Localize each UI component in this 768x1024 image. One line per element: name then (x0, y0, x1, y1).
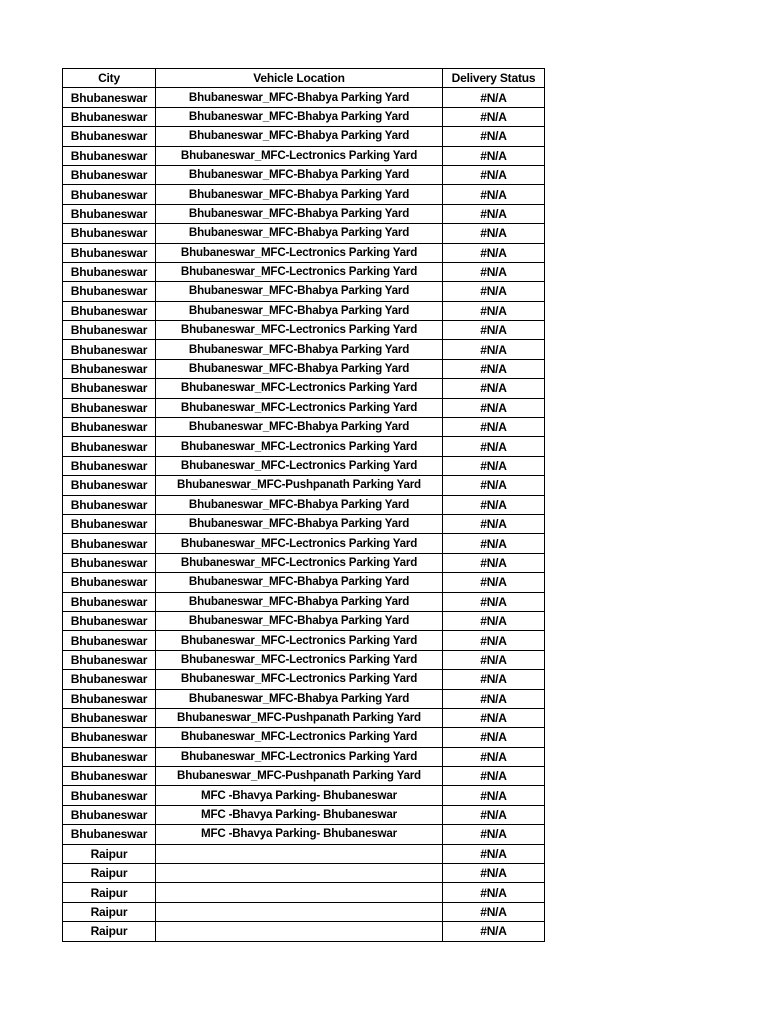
cell-vehicle-location[interactable] (156, 864, 443, 883)
cell-delivery-status[interactable]: #N/A (443, 107, 545, 126)
cell-delivery-status[interactable]: #N/A (443, 243, 545, 262)
cell-city[interactable]: Bhubaneswar (63, 204, 156, 223)
header-row (63, 69, 545, 88)
table-row (63, 398, 545, 417)
cell-delivery-status[interactable]: #N/A (443, 476, 545, 495)
cell-delivery-status[interactable]: #N/A (443, 340, 545, 359)
table-row (63, 514, 545, 533)
cell-vehicle-location[interactable]: Bhubaneswar_MFC-Bhabya Parking Yard (156, 224, 443, 243)
cell-vehicle-location[interactable]: Bhubaneswar_MFC-Bhabya Parking Yard (156, 88, 443, 107)
cell-delivery-status[interactable]: #N/A (443, 514, 545, 533)
cell-vehicle-location[interactable]: Bhubaneswar_MFC-Bhabya Parking Yard (156, 107, 443, 126)
cell-city[interactable]: Bhubaneswar (63, 573, 156, 592)
table-row (63, 340, 545, 359)
cell-vehicle-location[interactable]: Bhubaneswar_MFC-Bhabya Parking Yard (156, 204, 443, 223)
cell-city[interactable]: Bhubaneswar (63, 224, 156, 243)
cell-vehicle-location[interactable]: Bhubaneswar_MFC-Bhabya Parking Yard (156, 573, 443, 592)
cell-delivery-status[interactable]: #N/A (443, 321, 545, 340)
table-row (63, 592, 545, 611)
cell-vehicle-location[interactable] (156, 922, 443, 941)
cell-delivery-status[interactable]: #N/A (443, 573, 545, 592)
cell-vehicle-location[interactable]: Bhubaneswar_MFC-Bhabya Parking Yard (156, 301, 443, 320)
cell-vehicle-location[interactable]: Bhubaneswar_MFC-Lectronics Parking Yard (156, 379, 443, 398)
table-row (63, 689, 545, 708)
cell-city[interactable]: Raipur (63, 922, 156, 941)
table-row (63, 127, 545, 146)
cell-vehicle-location[interactable]: Bhubaneswar_MFC-Bhabya Parking Yard (156, 282, 443, 301)
cell-delivery-status[interactable]: #N/A (443, 359, 545, 378)
cell-city[interactable]: Bhubaneswar (63, 534, 156, 553)
cell-vehicle-location[interactable]: Bhubaneswar_MFC-Lectronics Parking Yard (156, 321, 443, 340)
cell-vehicle-location[interactable]: Bhubaneswar_MFC-Bhabya Parking Yard (156, 592, 443, 611)
cell-city[interactable]: Bhubaneswar (63, 747, 156, 766)
table-row (63, 224, 545, 243)
cell-vehicle-location[interactable]: Bhubaneswar_MFC-Bhabya Parking Yard (156, 185, 443, 204)
cell-delivery-status[interactable]: #N/A (443, 146, 545, 165)
table-row (63, 805, 545, 824)
cell-vehicle-location[interactable]: Bhubaneswar_MFC-Lectronics Parking Yard (156, 631, 443, 650)
cell-city[interactable]: Bhubaneswar (63, 553, 156, 572)
cell-city[interactable]: Bhubaneswar (63, 262, 156, 281)
cell-city[interactable]: Bhubaneswar (63, 418, 156, 437)
table-row (63, 864, 545, 883)
cell-delivery-status[interactable]: #N/A (443, 825, 545, 844)
cell-city[interactable]: Bhubaneswar (63, 786, 156, 805)
cell-delivery-status[interactable]: #N/A (443, 553, 545, 572)
cell-city[interactable]: Bhubaneswar (63, 476, 156, 495)
table-row (63, 573, 545, 592)
cell-delivery-status[interactable]: #N/A (443, 495, 545, 514)
cell-city[interactable]: Bhubaneswar (63, 398, 156, 417)
cell-city[interactable]: Bhubaneswar (63, 88, 156, 107)
cell-delivery-status[interactable]: #N/A (443, 650, 545, 669)
table-row (63, 107, 545, 126)
table-row (63, 825, 545, 844)
cell-vehicle-location[interactable]: Bhubaneswar_MFC-Lectronics Parking Yard (156, 262, 443, 281)
cell-vehicle-location[interactable]: Bhubaneswar_MFC-Pushpanath Parking Yard (156, 767, 443, 786)
cell-city[interactable]: Bhubaneswar (63, 379, 156, 398)
delivery-table (62, 68, 545, 942)
header-vehicle-location[interactable]: Vehicle Location (156, 69, 443, 88)
cell-city[interactable]: Bhubaneswar (63, 611, 156, 630)
table-row (63, 243, 545, 262)
cell-vehicle-location[interactable]: Bhubaneswar_MFC-Pushpanath Parking Yard (156, 476, 443, 495)
cell-delivery-status[interactable]: #N/A (443, 262, 545, 281)
cell-city[interactable]: Bhubaneswar (63, 670, 156, 689)
table-row (63, 437, 545, 456)
cell-delivery-status[interactable]: #N/A (443, 127, 545, 146)
table-row (63, 321, 545, 340)
cell-city[interactable]: Bhubaneswar (63, 767, 156, 786)
cell-delivery-status[interactable]: #N/A (443, 398, 545, 417)
cell-city[interactable]: Bhubaneswar (63, 456, 156, 475)
table-row (63, 185, 545, 204)
cell-city[interactable]: Bhubaneswar (63, 340, 156, 359)
cell-delivery-status[interactable]: #N/A (443, 670, 545, 689)
cell-vehicle-location[interactable]: Bhubaneswar_MFC-Lectronics Parking Yard (156, 456, 443, 475)
table-row (63, 165, 545, 184)
cell-delivery-status[interactable]: #N/A (443, 301, 545, 320)
cell-city[interactable]: Bhubaneswar (63, 650, 156, 669)
cell-city[interactable]: Bhubaneswar (63, 359, 156, 378)
cell-vehicle-location[interactable]: Bhubaneswar_MFC-Bhabya Parking Yard (156, 127, 443, 146)
cell-vehicle-location[interactable] (156, 883, 443, 902)
cell-city[interactable]: Bhubaneswar (63, 825, 156, 844)
table-row (63, 456, 545, 475)
cell-vehicle-location[interactable]: Bhubaneswar_MFC-Bhabya Parking Yard (156, 359, 443, 378)
cell-delivery-status[interactable]: #N/A (443, 592, 545, 611)
cell-vehicle-location[interactable]: Bhubaneswar_MFC-Bhabya Parking Yard (156, 165, 443, 184)
cell-city[interactable]: Bhubaneswar (63, 301, 156, 320)
cell-delivery-status[interactable]: #N/A (443, 747, 545, 766)
cell-delivery-status[interactable]: #N/A (443, 767, 545, 786)
cell-vehicle-location[interactable]: Bhubaneswar_MFC-Lectronics Parking Yard (156, 747, 443, 766)
table-row (63, 359, 545, 378)
cell-vehicle-location[interactable]: MFC -Bhavya Parking- Bhubaneswar (156, 805, 443, 824)
cell-vehicle-location[interactable] (156, 902, 443, 921)
cell-vehicle-location[interactable]: Bhubaneswar_MFC-Lectronics Parking Yard (156, 146, 443, 165)
cell-vehicle-location[interactable]: Bhubaneswar_MFC-Lectronics Parking Yard (156, 243, 443, 262)
cell-delivery-status[interactable]: #N/A (443, 689, 545, 708)
cell-city[interactable]: Raipur (63, 883, 156, 902)
cell-delivery-status[interactable]: #N/A (443, 805, 545, 824)
table-row (63, 786, 545, 805)
table-row (63, 670, 545, 689)
table-row (63, 301, 545, 320)
cell-delivery-status[interactable]: #N/A (443, 844, 545, 863)
table-body (63, 88, 545, 941)
cell-city[interactable]: Bhubaneswar (63, 243, 156, 262)
cell-city[interactable]: Bhubaneswar (63, 805, 156, 824)
table-row (63, 495, 545, 514)
cell-delivery-status[interactable]: #N/A (443, 631, 545, 650)
cell-vehicle-location[interactable]: Bhubaneswar_MFC-Bhabya Parking Yard (156, 514, 443, 533)
cell-vehicle-location[interactable]: Bhubaneswar_MFC-Bhabya Parking Yard (156, 340, 443, 359)
cell-city[interactable]: Raipur (63, 844, 156, 863)
cell-city[interactable]: Bhubaneswar (63, 689, 156, 708)
cell-city[interactable]: Bhubaneswar (63, 592, 156, 611)
cell-delivery-status[interactable]: #N/A (443, 437, 545, 456)
cell-delivery-status[interactable]: #N/A (443, 185, 545, 204)
cell-vehicle-location[interactable]: Bhubaneswar_MFC-Bhabya Parking Yard (156, 611, 443, 630)
table-row (63, 379, 545, 398)
cell-delivery-status[interactable]: #N/A (443, 883, 545, 902)
cell-city[interactable]: Bhubaneswar (63, 514, 156, 533)
cell-delivery-status[interactable]: #N/A (443, 204, 545, 223)
table-row (63, 747, 545, 766)
cell-city[interactable]: Bhubaneswar (63, 321, 156, 340)
table-row (63, 611, 545, 630)
cell-vehicle-location[interactable]: MFC -Bhavya Parking- Bhubaneswar (156, 825, 443, 844)
cell-delivery-status[interactable]: #N/A (443, 786, 545, 805)
cell-delivery-status[interactable]: #N/A (443, 611, 545, 630)
table-row (63, 767, 545, 786)
cell-delivery-status[interactable]: #N/A (443, 456, 545, 475)
cell-vehicle-location[interactable]: Bhubaneswar_MFC-Lectronics Parking Yard (156, 398, 443, 417)
cell-delivery-status[interactable]: #N/A (443, 379, 545, 398)
cell-city[interactable]: Bhubaneswar (63, 631, 156, 650)
cell-delivery-status[interactable]: #N/A (443, 224, 545, 243)
cell-delivery-status[interactable]: #N/A (443, 902, 545, 921)
cell-city[interactable]: Bhubaneswar (63, 708, 156, 727)
cell-delivery-status[interactable]: #N/A (443, 88, 545, 107)
table-row (63, 844, 545, 863)
cell-delivery-status[interactable]: #N/A (443, 418, 545, 437)
cell-delivery-status[interactable]: #N/A (443, 922, 545, 941)
cell-vehicle-location[interactable]: Bhubaneswar_MFC-Bhabya Parking Yard (156, 495, 443, 514)
table-row (63, 204, 545, 223)
table-row (63, 728, 545, 747)
cell-delivery-status[interactable]: #N/A (443, 728, 545, 747)
cell-delivery-status[interactable]: #N/A (443, 165, 545, 184)
cell-city[interactable]: Bhubaneswar (63, 495, 156, 514)
cell-city[interactable]: Bhubaneswar (63, 107, 156, 126)
table-row (63, 262, 545, 281)
cell-city[interactable]: Bhubaneswar (63, 437, 156, 456)
header-city[interactable]: City (63, 69, 156, 88)
cell-vehicle-location[interactable]: Bhubaneswar_MFC-Lectronics Parking Yard (156, 553, 443, 572)
table-row (63, 650, 545, 669)
cell-vehicle-location[interactable]: Bhubaneswar_MFC-Lectronics Parking Yard (156, 650, 443, 669)
cell-vehicle-location[interactable]: Bhubaneswar_MFC-Bhabya Parking Yard (156, 689, 443, 708)
cell-city[interactable]: Bhubaneswar (63, 728, 156, 747)
cell-city[interactable]: Bhubaneswar (63, 282, 156, 301)
cell-vehicle-location[interactable]: Bhubaneswar_MFC-Lectronics Parking Yard (156, 728, 443, 747)
table-row (63, 631, 545, 650)
cell-vehicle-location[interactable]: Bhubaneswar_MFC-Bhabya Parking Yard (156, 418, 443, 437)
table-row (63, 883, 545, 902)
cell-city[interactable]: Bhubaneswar (63, 185, 156, 204)
cell-delivery-status[interactable]: #N/A (443, 864, 545, 883)
table-row (63, 553, 545, 572)
table-row (63, 418, 545, 437)
cell-city[interactable]: Bhubaneswar (63, 146, 156, 165)
cell-vehicle-location[interactable]: MFC -Bhavya Parking- Bhubaneswar (156, 786, 443, 805)
table-row (63, 708, 545, 727)
cell-delivery-status[interactable]: #N/A (443, 282, 545, 301)
table-row (63, 88, 545, 107)
cell-delivery-status[interactable]: #N/A (443, 534, 545, 553)
cell-city[interactable]: Bhubaneswar (63, 165, 156, 184)
cell-city[interactable]: Bhubaneswar (63, 127, 156, 146)
table-row (63, 922, 545, 941)
cell-vehicle-location[interactable]: Bhubaneswar_MFC-Lectronics Parking Yard (156, 534, 443, 553)
cell-vehicle-location[interactable]: Bhubaneswar_MFC-Lectronics Parking Yard (156, 437, 443, 456)
cell-vehicle-location[interactable]: Bhubaneswar_MFC-Lectronics Parking Yard (156, 670, 443, 689)
table-row (63, 902, 545, 921)
table-row (63, 146, 545, 165)
table-row (63, 534, 545, 553)
spreadsheet (62, 68, 545, 942)
cell-delivery-status[interactable]: #N/A (443, 708, 545, 727)
header-delivery-status[interactable]: Delivery Status (443, 69, 545, 88)
cell-city[interactable]: Raipur (63, 902, 156, 921)
cell-vehicle-location[interactable]: Bhubaneswar_MFC-Pushpanath Parking Yard (156, 708, 443, 727)
table-row (63, 282, 545, 301)
cell-vehicle-location[interactable] (156, 844, 443, 863)
cell-city[interactable]: Raipur (63, 864, 156, 883)
table-row (63, 476, 545, 495)
